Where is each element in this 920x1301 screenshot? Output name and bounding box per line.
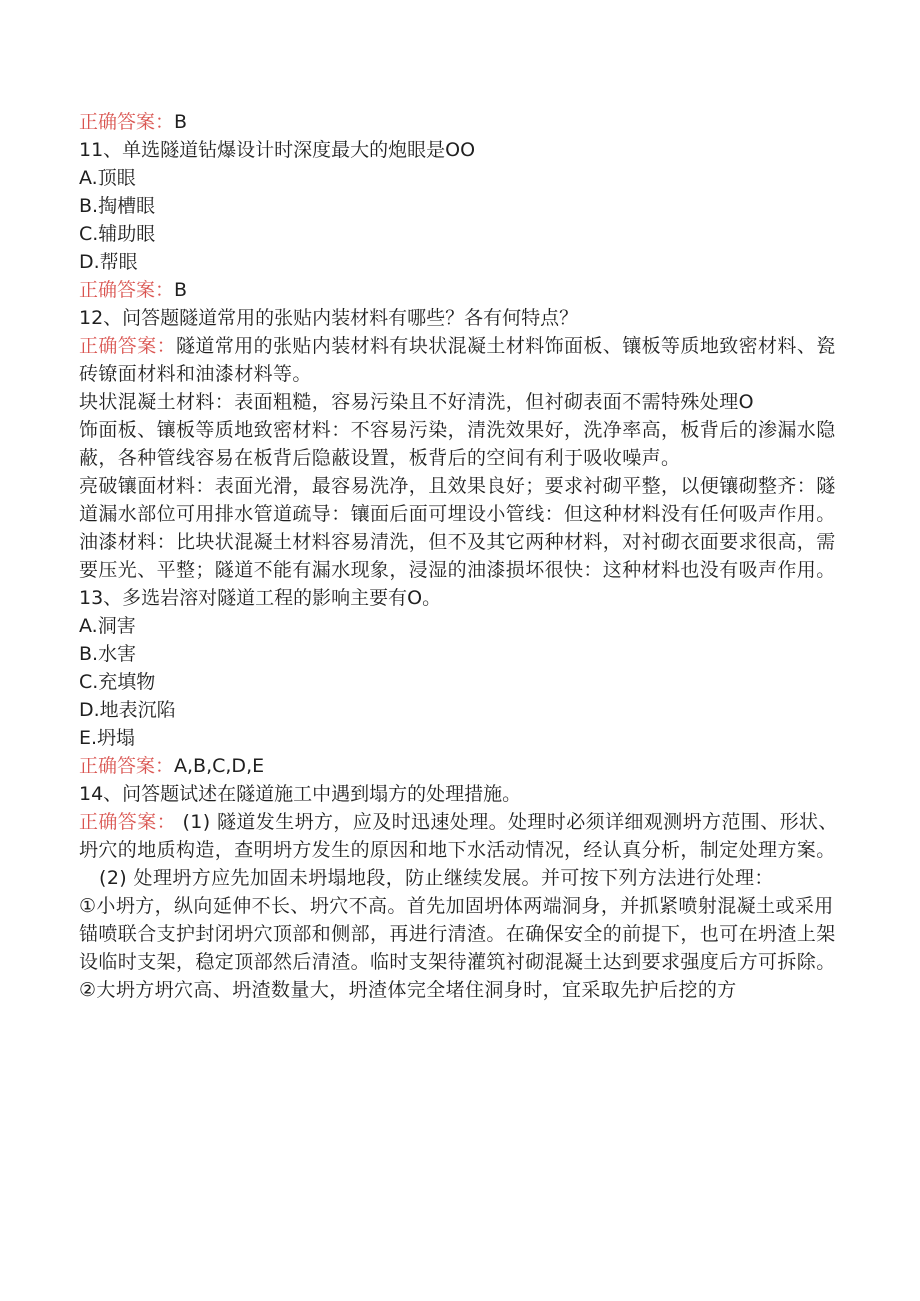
option-c: C.充填物 xyxy=(79,671,156,693)
answer-paragraph xyxy=(79,808,839,864)
option-c: C.辅助眼 xyxy=(79,223,156,245)
answer-label: 正确答案： xyxy=(79,811,177,833)
question-12: 12、问答题隧道常用的张贴内装材料有哪些？各有何特点？ xyxy=(79,307,579,329)
paragraph-paint: 油漆材料：比块状混凝土材料容易清洗，但不及其它两种材料，对衬砌衣面要求很高，需要压光、平整；隧道不能有漏水现象，浸湿的油漆损坏很快：这种材料也没有吸声作用。 xyxy=(79,531,836,581)
option-d: D.地表沉陷 xyxy=(79,699,176,721)
question-13: 13、多选岩溶对隧道工程的影响主要有O。 xyxy=(79,587,442,609)
answer-value: (1) 隧道发生坍方，应及时迅速处理。处理时必须详细观测坍方范围、形状、坍穴的地质构造，查明坍方发生的原因和地下水活动情况，经认真分析，制定处理方案。 xyxy=(79,811,838,861)
question-11: 11、单选隧道钻爆设计时深度最大的炮眼是OO xyxy=(79,139,476,161)
paragraph-concrete: 块状混凝土材料：表面粗糙，容易污染且不好清洗，但衬砌表面不需特殊处理O xyxy=(79,391,754,413)
paragraph-panel: 饰面板、镶板等质地致密材料：不容易污染，清洗效果好，洗净率高，板背后的渗漏水隐蔽，各种管线容易在板背后隐蔽设置，板背后的空间有利于吸收噪声。 xyxy=(79,419,836,469)
option-a: A.洞害 xyxy=(79,615,136,637)
answer-label: 正确答案： xyxy=(79,111,175,133)
paragraph-small-collapse: ①小坍方，纵向延伸不长、坍穴不高。首先加固坍体两端洞身，并抓紧喷射混凝土或采用锚喷联合支护封闭坍穴顶部和侧部，再进行清渣。在确保安全的前提下，也可在坍渣上架设临时支架，稳定顶部然后清渣。临时支架待灌筑衬砌混凝土达到要求强度后方可拆除。 xyxy=(79,895,836,973)
option-e: E.坍塌 xyxy=(79,727,136,749)
answer-line xyxy=(79,108,839,136)
option-d: D.帮眼 xyxy=(79,251,138,273)
answer-label: 正确答案： xyxy=(79,335,177,357)
answer-label: 正确答案： xyxy=(79,279,175,301)
answer-value: 隧道常用的张贴内装材料有块状混凝土材料饰面板、镶板等质地致密材料、瓷砖镣面材料和油漆材料等。 xyxy=(79,335,836,385)
paragraph-tile: 亮破镶面材料：表面光滑，最容易洗净，且效果良好；要求衬砌平整，以便镶砌整齐：隧道漏水部位可用排水管道疏导：镶面后面可埋设小管线：但这种材料没有任何吸声作用。 xyxy=(79,475,836,525)
answer-line xyxy=(79,752,839,780)
answer-value: A,B,C,D,E xyxy=(174,755,265,777)
option-a: A.顶眼 xyxy=(79,167,136,189)
answer-value: B xyxy=(174,111,188,133)
answer-label: 正确答案： xyxy=(79,755,175,777)
document-page xyxy=(79,108,839,1004)
paragraph-large-collapse: ②大坍方坍穴高、坍渣数量大，坍渣体完全堵住洞身时，宜采取先护后挖的方 xyxy=(79,979,737,1001)
question-14: 14、问答题试述在隧道施工中遇到塌方的处理措施。 xyxy=(79,783,522,805)
paragraph-step-2: (2) 处理坍方应先加固未坍塌地段，防止继续发展。并可按下列方法进行处理： xyxy=(99,867,774,889)
option-b: B.掏槽眼 xyxy=(79,195,156,217)
option-b: B.水害 xyxy=(79,643,137,665)
answer-line xyxy=(79,276,839,304)
answer-value: B xyxy=(174,279,188,301)
answer-paragraph xyxy=(79,332,839,388)
